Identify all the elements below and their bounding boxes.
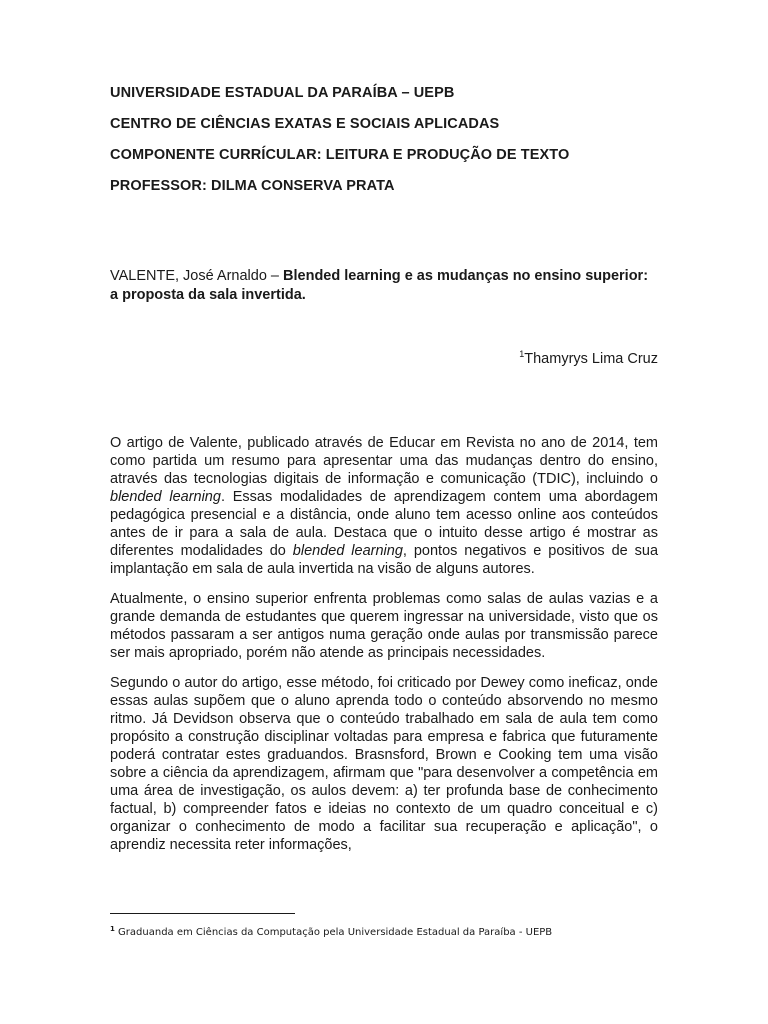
header-course: COMPONENTE CURRÍCULAR: LEITURA E PRODUÇÃO DE TEXTO [110, 147, 570, 163]
paragraph-1 [110, 434, 658, 578]
footnote-text: Graduanda em Ciências da Computação pela Universidade Estadual da Paraíba - UEPB [114, 927, 553, 938]
footnote [110, 922, 670, 940]
body-text [110, 434, 658, 866]
footnote-divider [110, 913, 295, 914]
reference-title: Blended learning e as mudanças no ensino superior: a proposta da sala invertida. [110, 268, 649, 303]
student-author [519, 345, 658, 369]
header-professor: PROFESSOR: DILMA CONSERVA PRATA [110, 178, 395, 194]
italic-term: blended learning [110, 489, 221, 505]
text-run: . Essas modalidades de aprendizagem contem uma abordagem pedagógica presencial e a distância, onde aluno tem acesso online aos conteúdos antes de ir para a sala de aula. Destaca que o intuito desse artigo é mostrar as diferentes modalidades do [110, 489, 658, 559]
italic-term: blended learning [292, 543, 403, 559]
header-center: CENTRO DE CIÊNCIAS EXATAS E SOCIAIS APLICADAS [110, 116, 500, 132]
footnote-number: 1 [110, 925, 115, 933]
text-run: , pontos negativos e positivos de sua implantação em sala de aula invertida na visão de alguns autores. [110, 543, 659, 577]
reference-author: VALENTE, José Arnaldo – [110, 268, 284, 284]
paragraph-3: Segundo o autor do artigo, esse método, foi criticado por Dewey como ineficaz, onde essas aulas supõem que o aluno aprenda todo o conteúdo absorvendo no mesmo ritmo. Já Devidson observa que o conteúdo trabalhado em sala de aula tem como propósito a construção disciplinar voltadas para empresa e fabrica que futuramente poderá contratar estes graduandos. Brasnsford, Brown e Cooking tem uma visão sobre a ciência da aprendizagem, afirmam que "para desenvolver a competência em uma área de investigação, os aulos devem: a) ter profunda base de conhecimento factual, b) compreender fatos e ideias no contexto de um quadro conceitual e c) organizar o conhecimento de modo a facilitar sua recuperação e aplicação", o aprendiz necessita reter informações, [110, 675, 658, 853]
student-name: Thamyrys Lima Cruz [524, 351, 658, 367]
bibliographic-reference [110, 267, 658, 305]
footnote-marker: 1 [519, 349, 525, 359]
header-university: UNIVERSIDADE ESTADUAL DA PARAÍBA – UEPB [110, 85, 455, 101]
text-run: O artigo de Valente, publicado através de Educar em Revista no ano de 2014, tem como partida um resumo para apresentar uma das mudanças dentro do ensino, através das tecnologias digitais de informação e comunicação (TDIC), incluindo o [110, 435, 658, 487]
paragraph-2: Atualmente, o ensino superior enfrenta problemas como salas de aulas vazias e a grande demanda de estudantes que querem ingressar na universidade, visto que os métodos passaram a ser antigos numa geração onde aulas por transmissão parece ser mais apropriado, porém não atende as principais necessidades. [110, 591, 658, 661]
